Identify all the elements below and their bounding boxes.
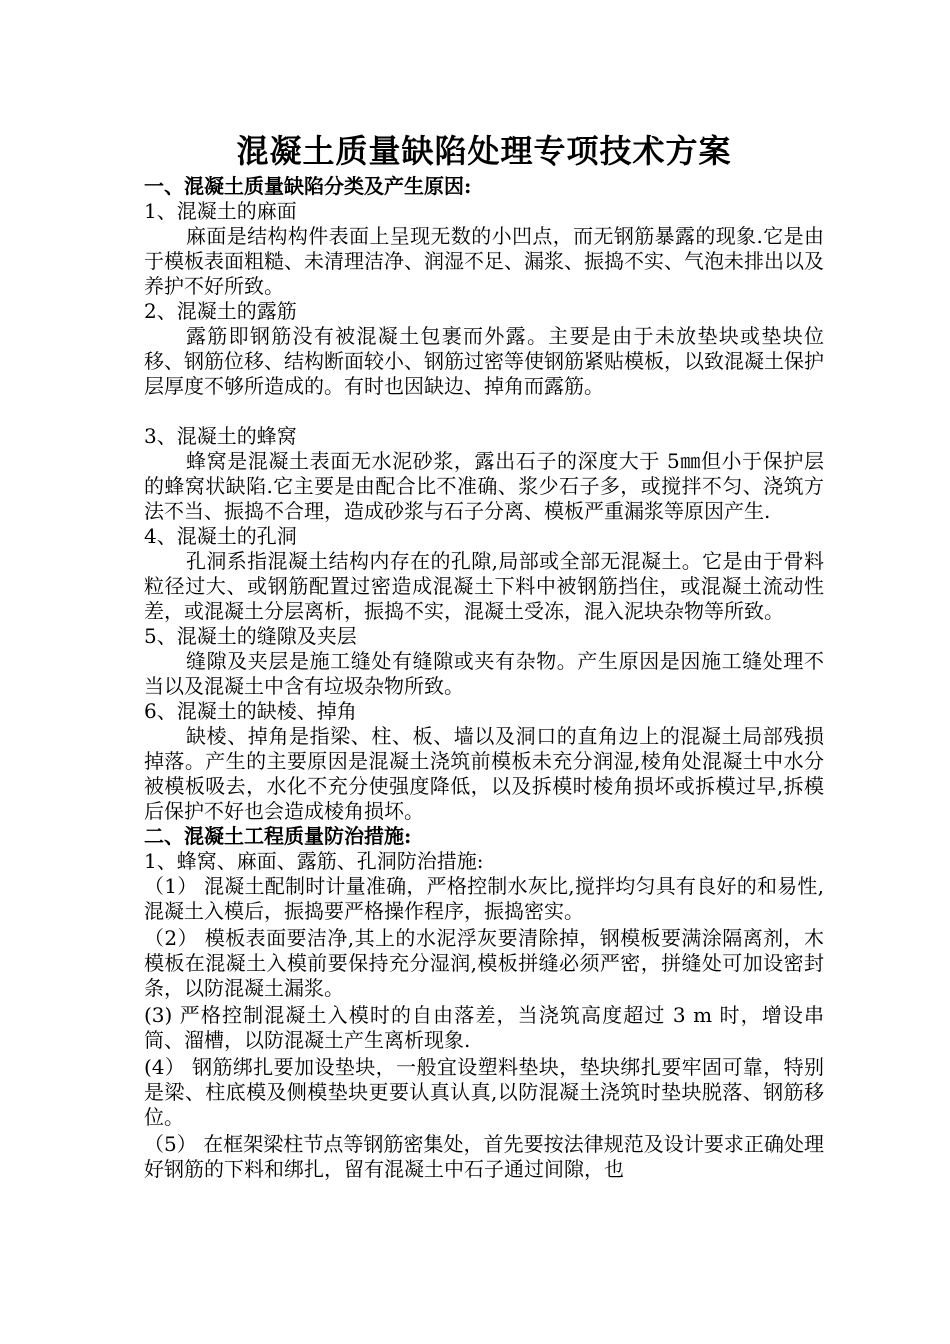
item-text-2: 露筋即钢筋没有被混凝土包裹而外露。主要是由于未放垫块或垫块位移、钢筋位移、结构断面较小、钢筋过密等使钢筋紧贴模板，以致混凝土保护层厚度不够所造成的。有时也因缺边、掉角而露筋。 bbox=[144, 324, 824, 398]
item-label-3: 3、混凝土的蜂窝 bbox=[144, 424, 297, 448]
measure-3: (3) 严格控制混凝土入模时的自由落差，当浇筑高度超过 3 m 时，增设串筒、溜槽，以防混凝土产生离析现象. bbox=[144, 1003, 824, 1052]
item-label-4: 4、混凝土的孔洞 bbox=[144, 524, 297, 548]
measure-5: （5） 在框架梁柱节点等钢筋密集处，首先要按法律规范及设计要求正确处理好钢筋的下料和绑扎，留有混凝土中石子通过间隙，也 bbox=[144, 1132, 824, 1181]
section-heading-2: 二、混凝土工程质量防治措施: bbox=[144, 824, 412, 848]
measure-4: (4） 钢筋绑扎要加设垫块，一般宜设塑料垫块，垫块绑扎要牢固可靠，特别是梁、柱底模及侧模垫块更要认真认真,以防混凝土浇筑时垫块脱落、钢筋移位。 bbox=[144, 1055, 824, 1129]
item-text-4: 孔洞系指混凝土结构内存在的孔隙,局部或全部无混凝土。它是由于骨料粒径过大、或钢筋配置过密造成混凝土下料中被钢筋挡住，或混凝土流动性差，或混凝土分层离析，振捣不实，混凝土受冻，混入泥块杂物等所致。 bbox=[144, 549, 824, 623]
item-label-5: 5、混凝土的缝隙及夹层 bbox=[144, 624, 357, 648]
document-title: 混凝土质量缺陷处理专项技术方案 bbox=[236, 132, 732, 170]
section-heading-1: 一、混凝土质量缺陷分类及产生原因: bbox=[144, 174, 472, 198]
item-text-1: 麻面是结构构件表面上呈现无数的小凹点，而无钢筋暴露的现象.它是由于模板表面粗糙、未清理洁净、润湿不足、漏浆、振捣不实、气泡未排出以及养护不好所致。 bbox=[144, 224, 824, 298]
blank-line bbox=[144, 399, 824, 424]
subsection-label: 1、蜂窝、麻面、露筋、孔洞防治措施: bbox=[144, 849, 484, 873]
measure-1: （1） 混凝土配制时计量准确，严格控制水灰比,搅拌均匀具有良好的和易性,混凝土入模后，振捣要严格操作程序，振捣密实。 bbox=[144, 874, 824, 923]
item-label-6: 6、混凝土的缺棱、掉角 bbox=[144, 699, 357, 723]
item-text-5: 缝隙及夹层是施工缝处有缝隙或夹有杂物。产生原因是因施工缝处理不当以及混凝土中含有垃圾杂物所致。 bbox=[144, 649, 824, 698]
item-text-6: 缺棱、掉角是指梁、柱、板、墙以及洞口的直角边上的混凝土局部残损掉落。产生的主要原因是混凝土浇筑前模板未充分润湿,棱角处混凝土中水分被模板吸去，水化不充分使强度降低，以及拆模时棱角损坏或拆模过早,拆模后保护不好也会造成棱角损坏。 bbox=[144, 724, 824, 823]
item-text-3: 蜂窝是混凝土表面无水泥砂浆，露出石子的深度大于 5㎜但小于保护层的蜂窝状缺陷.它主要是由配合比不准确、浆少石子多，或搅拌不匀、浇筑方法不当、振捣不合理，造成砂浆与石子分离、模板严重漏浆等原因产生. bbox=[144, 449, 824, 523]
measure-2: （2） 模板表面要洁净,其上的水泥浮灰要清除掉，钢模板要满涂隔离剂，木模板在混凝土入模前要保持充分湿润,模板拼缝必须严密，拼缝处可加设密封条，以防混凝土漏浆。 bbox=[144, 926, 824, 1000]
item-label-2: 2、混凝土的露筋 bbox=[144, 299, 297, 323]
document-page bbox=[144, 128, 824, 1182]
item-label-1: 1、混凝土的麻面 bbox=[144, 199, 297, 223]
